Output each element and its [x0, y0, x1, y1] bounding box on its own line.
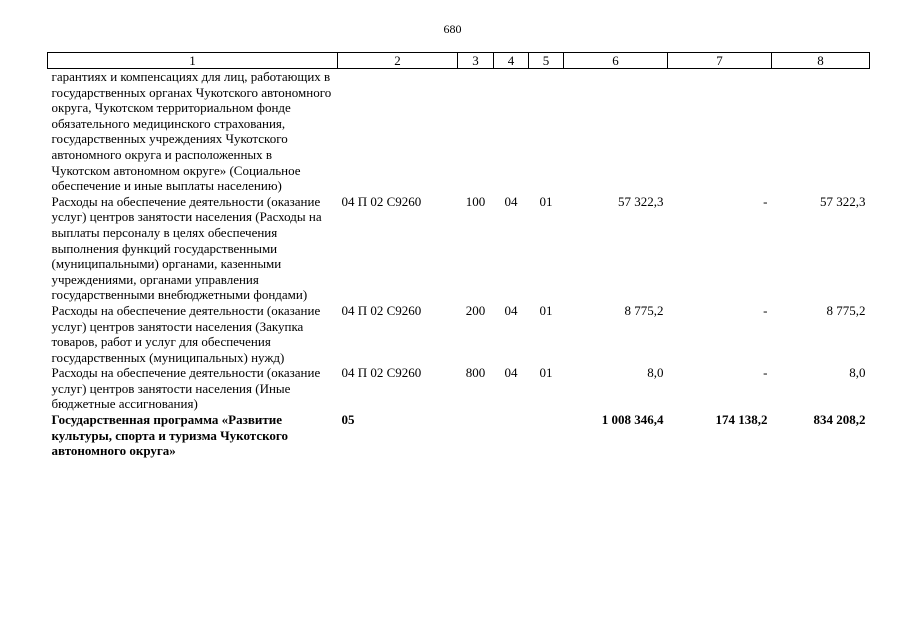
table-row	[48, 69, 870, 194]
row-pr	[529, 69, 564, 194]
row-vr	[458, 412, 494, 459]
row-rz: 04	[504, 365, 518, 381]
table-row	[48, 194, 870, 303]
header-col-7: 7	[668, 53, 772, 69]
row-total: 1 008 346,4	[601, 412, 664, 428]
row-col8: 8,0	[849, 365, 866, 381]
row-rz: 04	[504, 302, 518, 318]
header-col-8: 8	[772, 53, 870, 69]
row-code: 04 П 02 С9260	[341, 365, 422, 381]
row-col7: -	[763, 302, 768, 318]
row-col8: 57 322,3	[820, 193, 866, 209]
row-col7: -	[763, 365, 768, 381]
row-col8: 834 208,2	[813, 412, 866, 428]
header-col-6: 6	[564, 53, 668, 69]
budget-table	[47, 52, 870, 459]
row-name: Расходы на обеспечение деятельности (оказание услуг) центров занятости населения (Закупка товаров, работ и услуг для обеспечения государственных (муниципальных) нужд)	[51, 302, 321, 365]
row-rz	[494, 69, 529, 194]
page-number: 680	[443, 22, 462, 36]
header-col-4: 4	[494, 53, 529, 69]
row-pr	[529, 412, 564, 459]
table-row	[48, 365, 870, 412]
row-code: 04 П 02 С9260	[341, 193, 422, 209]
row-pr: 01	[539, 193, 553, 209]
row-vr: 200	[465, 302, 486, 318]
row-pr: 01	[539, 302, 553, 318]
row-code: 04 П 02 С9260	[341, 302, 422, 318]
row-name: гарантиях и компенсациях для лиц, работающих в государственных органах Чукотского автономного округа, Чукотском территориальном фонде обязательного медицинского страхования, государственных учреждениях Чукотского автономного округа и расположенных в Чукотском автономном округе» (Социальное обеспечение и иные выплаты населению)	[51, 69, 332, 194]
header-col-2: 2	[338, 53, 458, 69]
header-col-5: 5	[529, 53, 564, 69]
row-vr	[458, 69, 494, 194]
row-rz	[494, 412, 529, 459]
row-rz: 04	[504, 193, 518, 209]
header-col-3: 3	[458, 53, 494, 69]
table-row-program	[48, 412, 870, 459]
row-name: Государственная программа «Развитие культуры, спорта и туризма Чукотского автономного округа»	[51, 412, 288, 459]
row-code	[338, 69, 458, 194]
row-code: 05	[341, 412, 355, 428]
row-name: Расходы на обеспечение деятельности (оказание услуг) центров занятости населения (Иные бюджетные ассигнования)	[51, 365, 321, 412]
row-col7: 174 138,2	[715, 412, 768, 428]
row-name: Расходы на обеспечение деятельности (оказание услуг) центров занятости населения (Расходы на выплаты персоналу в целях обеспечения выполнения функций государственными (муниципальными) органами, казенными учреждениями, органами управления государственными внебюджетными фондами)	[51, 193, 322, 303]
row-total: 8 775,2	[624, 302, 664, 318]
row-col7	[668, 69, 772, 194]
row-vr: 100	[465, 193, 486, 209]
header-col-1: 1	[48, 53, 338, 69]
header-row	[48, 53, 870, 69]
row-vr: 800	[465, 365, 486, 381]
row-col7: -	[763, 193, 768, 209]
row-total	[564, 69, 668, 194]
table-header	[48, 53, 870, 69]
row-col8: 8 775,2	[826, 302, 866, 318]
table-body	[48, 69, 870, 459]
row-total: 8,0	[647, 365, 664, 381]
table-row	[48, 303, 870, 365]
row-pr: 01	[539, 365, 553, 381]
row-col8	[772, 69, 870, 194]
row-total: 57 322,3	[618, 193, 664, 209]
